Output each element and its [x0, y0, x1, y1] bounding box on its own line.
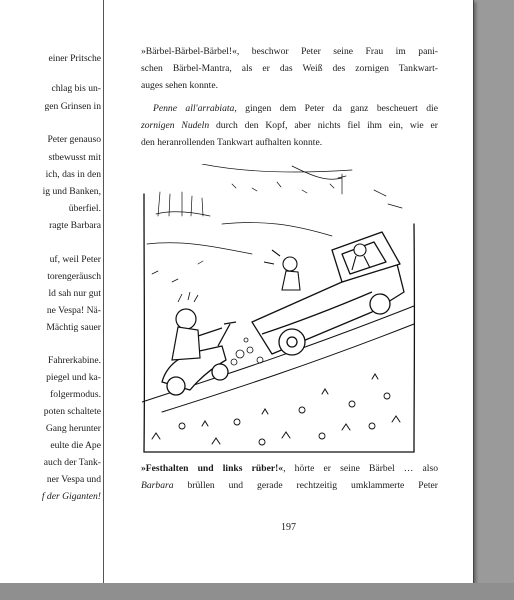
- left-text-line: Peter genauso: [47, 134, 101, 145]
- viewer-background: [0, 583, 514, 600]
- body-text-line: [141, 463, 438, 475]
- body-text-line: auges sehen konnte.: [141, 80, 218, 91]
- text-run: durch den Kopf, aber nichts fiel ihm ein, wie er: [209, 120, 438, 131]
- body-text-line: »Bärbel-Bärbel-Bärbel!«, beschwor Peter seine Frau im pani-: [141, 46, 438, 57]
- italic-phrase: zornigen Nudeln: [141, 120, 210, 131]
- left-text-line: uf, weil Peter: [49, 254, 101, 265]
- left-text-line: überfiel.: [68, 203, 101, 214]
- dust-puffs: [231, 338, 263, 365]
- left-text-line: ich, das in den: [45, 169, 101, 180]
- left-text-line: chlag bis un-: [51, 83, 101, 94]
- left-text-line: einer Pritsche: [48, 53, 101, 64]
- italic-phrase: Barbara: [141, 480, 174, 491]
- bold-phrase: »Festhalten und links rüber!«: [141, 463, 284, 474]
- left-text-line: Fahrerkabine.: [47, 355, 101, 366]
- left-text-line: ragte Barbara: [49, 220, 101, 231]
- body-text-line: [141, 480, 438, 492]
- left-text-line: auch der Tank-: [43, 457, 101, 468]
- body-text-line: schen Bärbel-Mantra, als er das Weiß des zornigen Tankwart-: [141, 63, 438, 74]
- left-text-line: Gang herunter: [45, 423, 101, 434]
- italic-phrase: Penne all'arrabiata: [153, 103, 235, 114]
- left-text-line: ig und Banken,: [42, 186, 101, 197]
- text-run: , gingen dem Peter da ganz bescheuert die: [234, 103, 438, 114]
- left-text-line: f der Giganten!: [41, 491, 101, 502]
- page-number: 197: [281, 522, 296, 533]
- left-text-line: ner Vespa und: [46, 474, 101, 485]
- left-text-line: folgermodus.: [50, 389, 101, 400]
- left-page: [0, 0, 104, 583]
- body-text-line: [141, 103, 438, 115]
- left-text-line: piegel und ka-: [46, 372, 101, 383]
- left-text-line: eulte die Ape: [50, 440, 101, 451]
- text-run: brüllen und gerade rechtzeitig umklammerte Peter: [173, 480, 438, 491]
- passenger-figure: [264, 250, 300, 290]
- left-text-line: stbewusst mit: [48, 152, 101, 163]
- right-page: [104, 0, 474, 583]
- left-text-line: Mächtig sauer: [46, 322, 101, 333]
- left-text-line: torengeräusch: [47, 271, 101, 282]
- body-text-line: [141, 120, 438, 132]
- left-text-line: ld sah nur gut: [48, 288, 101, 299]
- body-text-line: den heranrollenden Tankwart aufhalten konnte.: [141, 137, 323, 148]
- flowers: [179, 393, 390, 445]
- left-text-line: ne Vespa! Nä-: [46, 305, 101, 316]
- text-run: , hörte er seine Bärbel … also: [283, 463, 438, 474]
- left-text-line: gen Grinsen in: [44, 101, 101, 112]
- illustration-vespa-chase: [142, 164, 417, 456]
- left-text-line: poten schaltete: [43, 406, 101, 417]
